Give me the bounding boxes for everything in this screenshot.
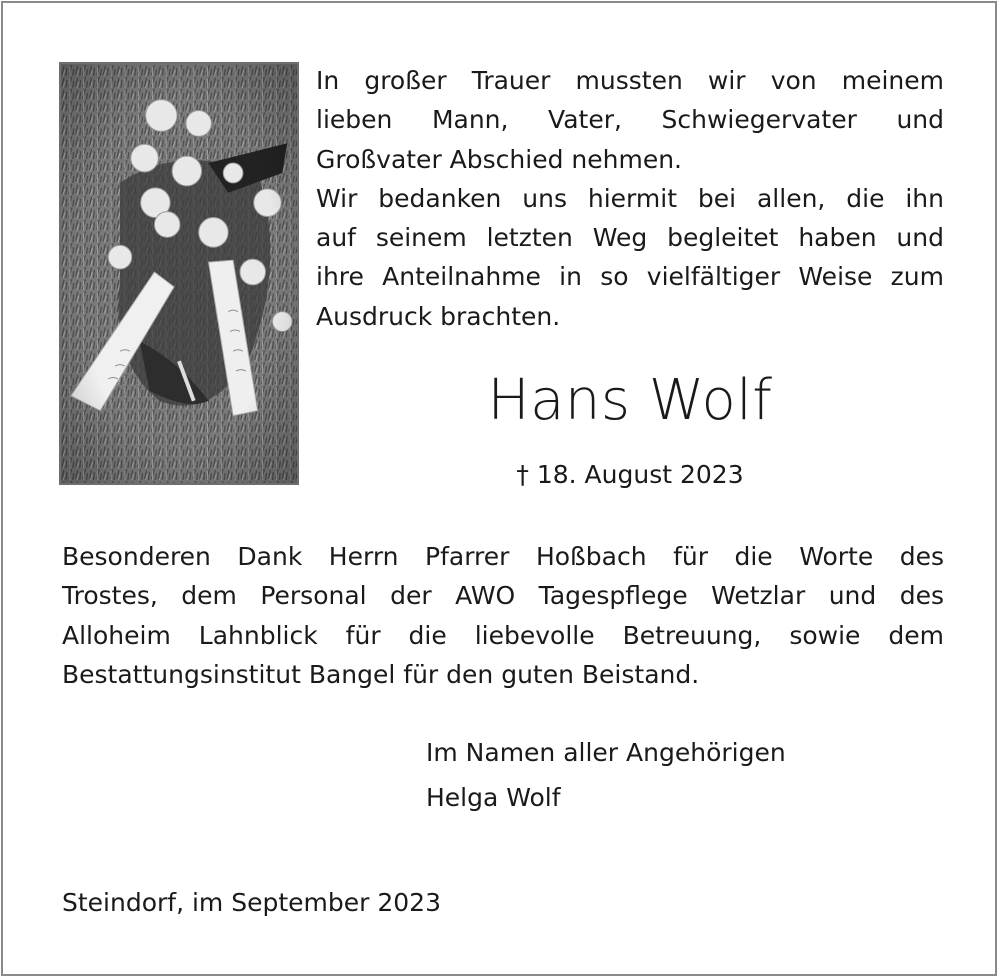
- intro-text: [316, 61, 944, 336]
- signature-line: Im Namen aller Angehörigen: [426, 738, 786, 767]
- thanks-text: [62, 537, 944, 694]
- deceased-name: Hans Wolf: [487, 368, 773, 433]
- place-date: Steindorf, im September 2023: [62, 888, 441, 917]
- signer-name: Helga Wolf: [426, 783, 561, 812]
- wreath-photo-image: [61, 64, 297, 483]
- intro-line: auf seinem letzten Weg begleitet haben und: [316, 223, 944, 253]
- intro-line: Großvater Abschied nehmen.: [316, 144, 682, 174]
- intro-line: lieben Mann, Vater, Schwiegervater und: [316, 105, 944, 135]
- death-date: † 18. August 2023: [516, 460, 744, 489]
- wreath-photo: [59, 62, 299, 485]
- intro-line: In großer Trauer mussten wir von meinem: [316, 66, 944, 95]
- signature: [426, 730, 926, 820]
- intro-line: ihre Anteilnahme in so vielfältiger Weise zum: [316, 262, 944, 292]
- notice-frame: [1, 1, 997, 976]
- thanks-line: Trostes, dem Personal der AWO Tagespflege Wetzlar und des: [62, 581, 944, 611]
- intro-line: Wir bedanken uns hiermit bei allen, die ihn: [316, 183, 944, 213]
- thanks-line: Alloheim Lahnblick für die liebevolle Betreuung, sowie dem: [62, 620, 944, 650]
- thanks-line: Besonderen Dank Herrn Pfarrer Hoßbach für die Worte des: [62, 542, 944, 571]
- thanks-line: Bestattungsinstitut Bangel für den guten Beistand.: [62, 659, 700, 689]
- intro-line: Ausdruck brachten.: [316, 301, 561, 331]
